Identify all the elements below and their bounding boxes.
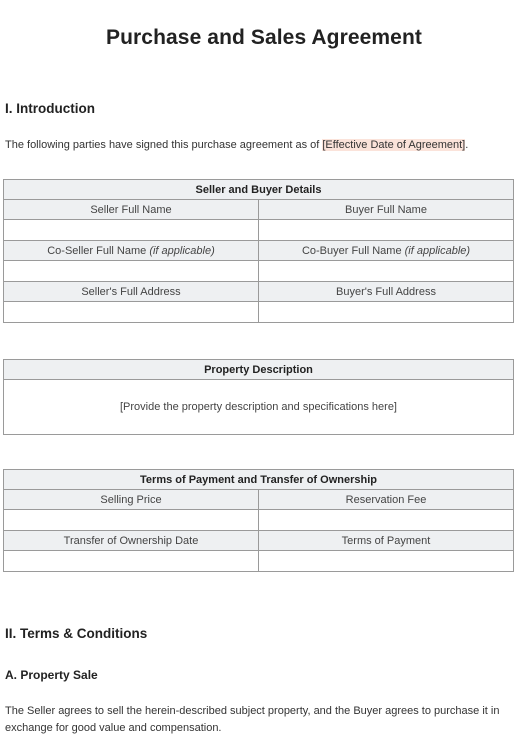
cobuyer-if-applicable: (if applicable) xyxy=(404,244,471,257)
property-sale-heading: A. Property Sale xyxy=(5,668,98,682)
effective-date-placeholder[interactable]: [Effective Date of Agreement] xyxy=(322,139,466,151)
cobuyer-name-label xyxy=(259,241,514,261)
coseller-name-text: Co-Seller Full Name xyxy=(47,244,147,257)
selling-price-label: Selling Price xyxy=(4,490,259,510)
property-description-header: Property Description xyxy=(4,360,514,380)
seller-buyer-table-header: Seller and Buyer Details xyxy=(4,180,514,200)
selling-price-field[interactable] xyxy=(4,510,259,531)
coseller-name-field[interactable] xyxy=(4,261,259,282)
cobuyer-name-field[interactable] xyxy=(259,261,514,282)
property-description-table xyxy=(3,359,514,435)
cobuyer-name-text: Co-Buyer Full Name xyxy=(301,244,402,257)
seller-name-field[interactable] xyxy=(4,220,259,241)
payment-terms-table xyxy=(3,469,514,572)
introduction-text-end: . xyxy=(465,139,469,151)
property-description-field[interactable]: [Provide the property description and specifications here] xyxy=(4,380,514,435)
introduction-paragraph xyxy=(5,137,523,154)
buyer-name-field[interactable] xyxy=(259,220,514,241)
seller-buyer-table xyxy=(3,179,514,323)
transfer-date-field[interactable] xyxy=(4,551,259,572)
seller-name-label: Seller Full Name xyxy=(4,200,259,220)
terms-conditions-heading: II. Terms & Conditions xyxy=(5,626,148,641)
buyer-name-label: Buyer Full Name xyxy=(259,200,514,220)
seller-address-field[interactable] xyxy=(4,302,259,323)
terms-of-payment-field[interactable] xyxy=(259,551,514,572)
coseller-if-applicable: (if applicable) xyxy=(149,244,215,257)
buyer-address-label: Buyer's Full Address xyxy=(259,282,514,302)
introduction-text: The following parties have signed this purchase agreement as of xyxy=(5,139,323,151)
buyer-address-field[interactable] xyxy=(259,302,514,323)
property-sale-paragraph: The Seller agrees to sell the herein-described subject property, and the Buyer agrees to purchase it in exchange for good value and compensation. xyxy=(5,705,500,734)
terms-of-payment-label: Terms of Payment xyxy=(259,531,514,551)
coseller-name-label xyxy=(4,241,259,261)
reservation-fee-field[interactable] xyxy=(259,510,514,531)
document-title: Purchase and Sales Agreement xyxy=(106,26,422,49)
seller-address-label: Seller's Full Address xyxy=(4,282,259,302)
transfer-date-label: Transfer of Ownership Date xyxy=(4,531,259,551)
payment-terms-header: Terms of Payment and Transfer of Ownership xyxy=(4,470,514,490)
introduction-heading: I. Introduction xyxy=(5,101,95,116)
reservation-fee-label: Reservation Fee xyxy=(259,490,514,510)
